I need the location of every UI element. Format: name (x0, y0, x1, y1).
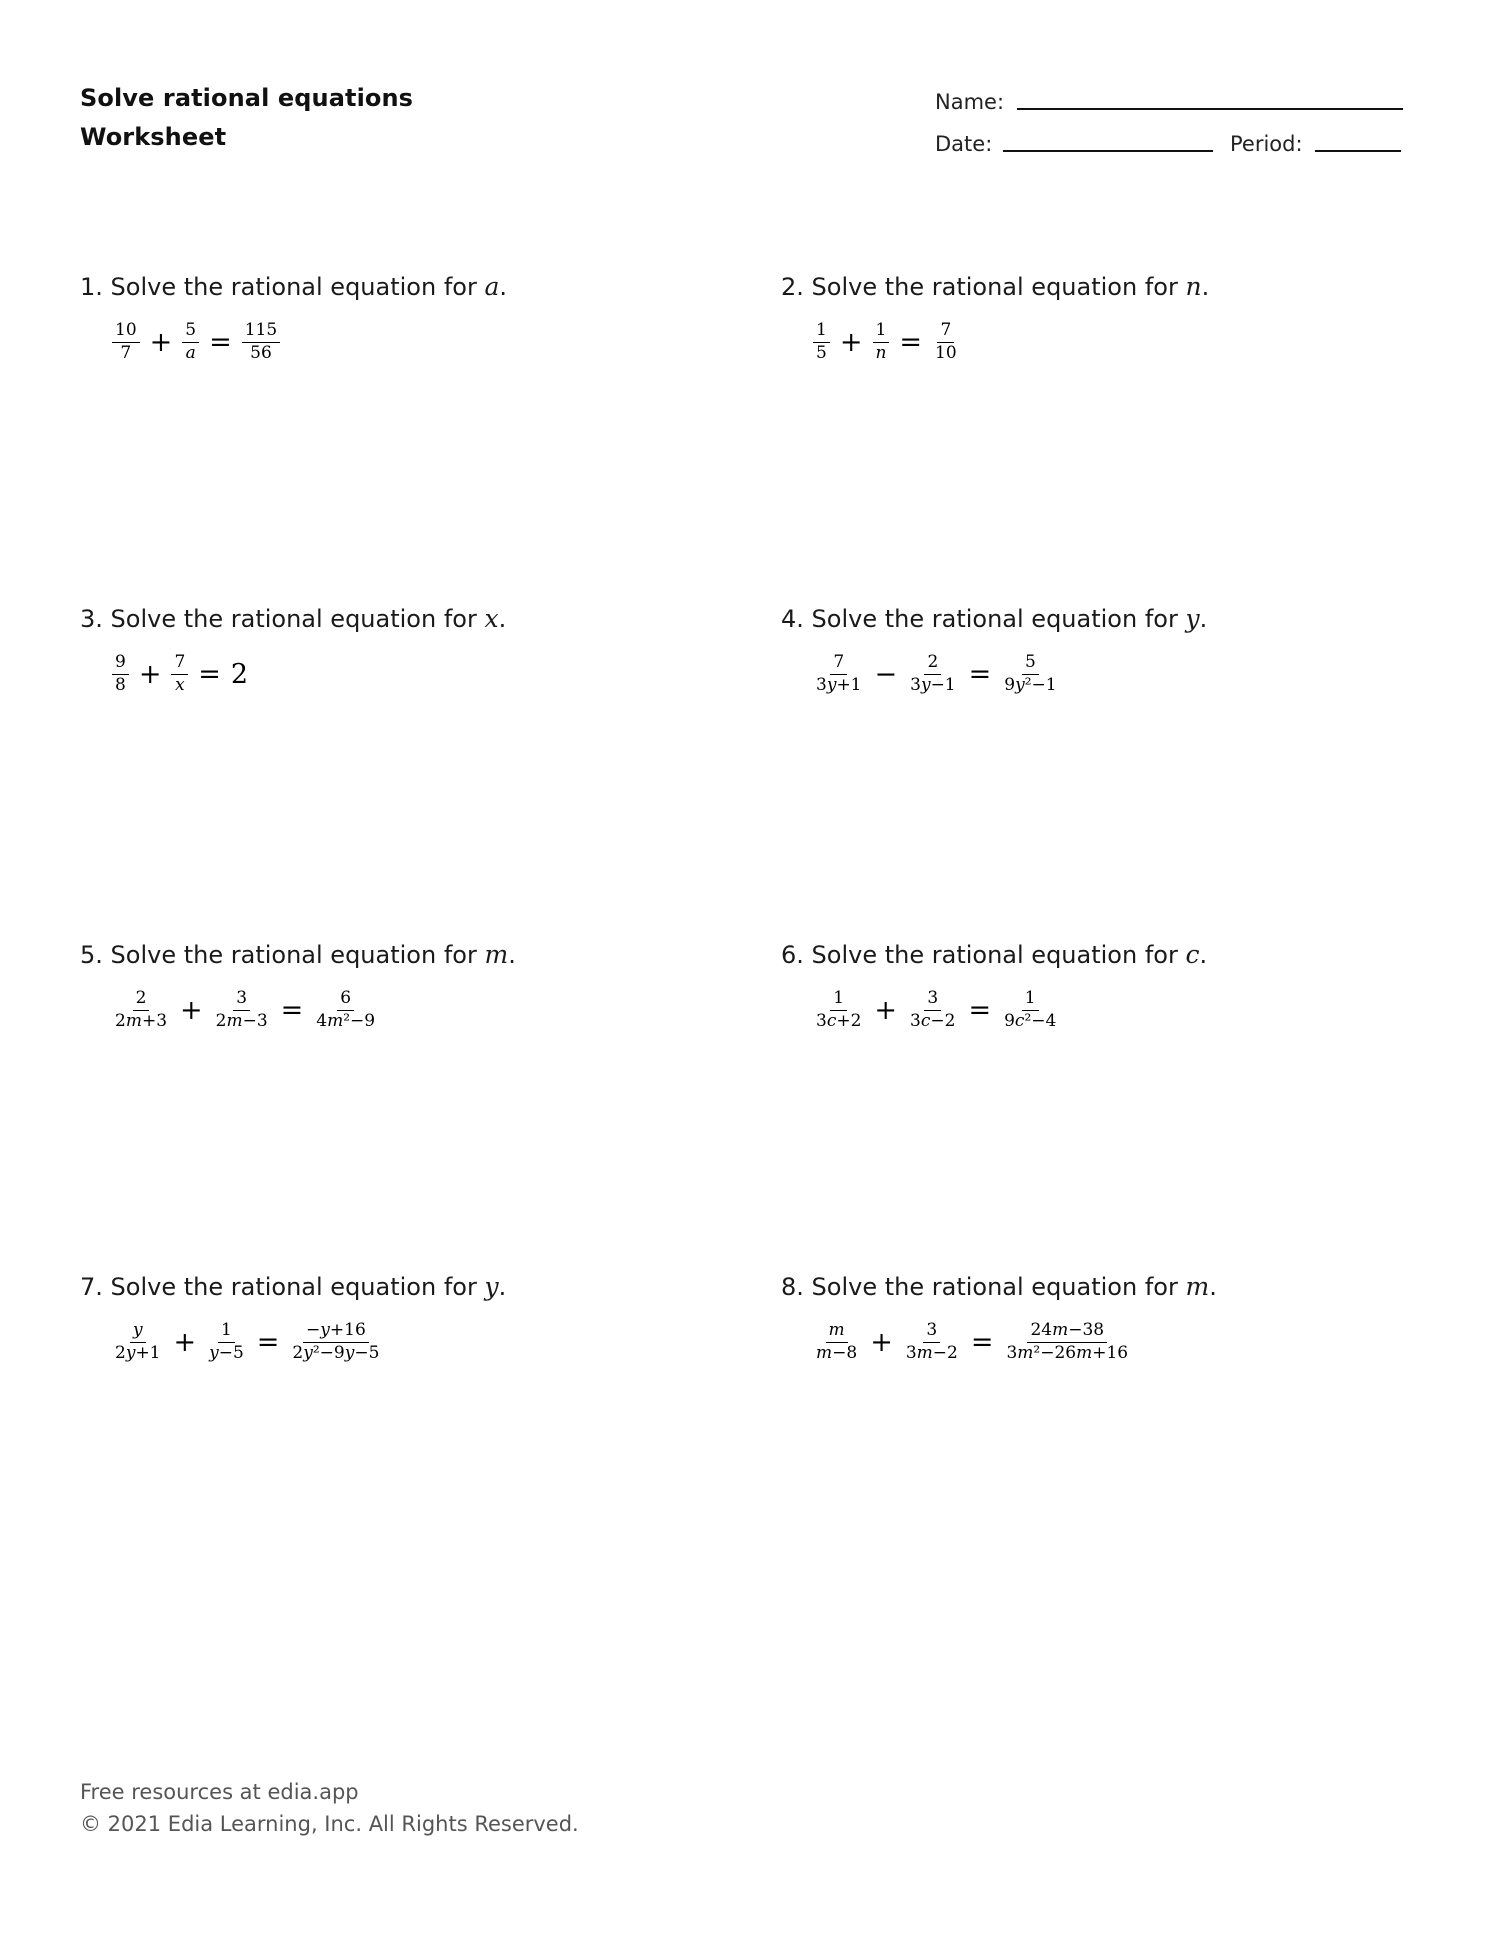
date-field[interactable] (1003, 150, 1213, 152)
numerator: 115 (242, 321, 280, 343)
fraction (932, 321, 960, 363)
problem-prompt: 2. Solve the rational equation for n. (781, 272, 1210, 301)
denominator: 2m+3 (115, 1010, 168, 1031)
problem-instruction: Solve the rational equation for (110, 1273, 477, 1301)
problem-prompt: 8. Solve the rational equation for m. (781, 1272, 1217, 1301)
denominator: 2y²−9y−5 (292, 1342, 380, 1363)
denominator: 4m²−9 (316, 1010, 376, 1031)
numerator: 3 (923, 1321, 940, 1343)
denominator: 3m²−26m+16 (1006, 1342, 1129, 1363)
numerator: 9 (112, 653, 129, 675)
problem-number: 6. (781, 941, 804, 969)
denominator: 9y²−1 (1004, 674, 1057, 695)
problem-prompt: 1. Solve the rational equation for a. (80, 272, 508, 301)
equals-sign: = (280, 994, 304, 1026)
equation (112, 653, 720, 695)
numerator: 7 (830, 653, 847, 675)
period-field[interactable] (1315, 150, 1401, 152)
name-field[interactable] (1017, 108, 1403, 110)
problem-prompt: 7. Solve the rational equation for y. (80, 1272, 507, 1301)
equation (112, 1321, 720, 1363)
numerator: 7 (937, 321, 954, 343)
fraction (813, 989, 864, 1031)
equals-sign: = (968, 994, 992, 1026)
equation (813, 1321, 1421, 1363)
problem-prompt: 4. Solve the rational equation for y. (781, 604, 1208, 633)
numerator: 10 (112, 321, 140, 343)
numerator: 2 (133, 989, 150, 1011)
fraction (213, 989, 271, 1031)
fraction (1003, 1321, 1131, 1363)
numerator: 7 (171, 653, 188, 675)
problem-variable: c (1185, 940, 1200, 969)
problem-prompt: 3. Solve the rational equation for x. (80, 604, 507, 633)
equals-sign: = (256, 1326, 280, 1358)
fraction (872, 321, 889, 363)
numerator: 1 (830, 989, 847, 1011)
operator: + (870, 1326, 893, 1358)
problem-variable: m (1185, 1272, 1210, 1301)
equation (813, 989, 1421, 1031)
problem-2 (781, 272, 1421, 363)
fraction (813, 321, 830, 363)
problem-5 (80, 940, 720, 1031)
equation (112, 321, 720, 363)
fraction (907, 989, 958, 1031)
problem-7 (80, 1272, 720, 1363)
denominator: y−5 (209, 1342, 244, 1363)
problem-1 (80, 272, 720, 363)
numerator: 1 (1022, 989, 1039, 1011)
fraction (112, 321, 140, 363)
problem-6 (781, 940, 1421, 1031)
problem-variable: a (484, 272, 500, 301)
worksheet-title: Solve rational equations (80, 84, 414, 112)
denominator: 2y+1 (115, 1342, 161, 1363)
operator: + (874, 994, 898, 1026)
operator: + (149, 326, 173, 358)
numerator: 3 (924, 989, 941, 1011)
problem-instruction: Solve the rational equation for (811, 605, 1178, 633)
fraction (813, 1321, 860, 1363)
fraction (112, 989, 170, 1031)
equals-sign: = (209, 326, 232, 358)
problem-instruction: Solve the rational equation for (110, 941, 477, 969)
problem-variable: y (1185, 604, 1200, 633)
problem-number: 3. (80, 605, 103, 633)
fraction (313, 989, 378, 1031)
problem-instruction: Solve the rational equation for (811, 273, 1178, 301)
footer-resources: Free resources at edia.app (80, 1780, 359, 1804)
denominator: n (875, 342, 887, 363)
problem-number: 1. (80, 273, 103, 301)
numerator: 1 (218, 1321, 235, 1343)
numerator: 5 (1022, 653, 1039, 675)
equals-sign: = (899, 326, 923, 358)
numerator: 2 (924, 653, 941, 675)
numerator: 6 (337, 989, 354, 1011)
operator: + (839, 326, 863, 358)
worksheet-subtitle: Worksheet (80, 123, 227, 151)
denominator: m−8 (816, 1342, 858, 1363)
fraction (903, 1321, 961, 1363)
operator: − (874, 658, 898, 690)
denominator: 3y+1 (816, 674, 862, 695)
problem-instruction: Solve the rational equation for (110, 273, 477, 301)
fraction (242, 321, 280, 363)
fraction (289, 1321, 382, 1363)
problem-number: 2. (781, 273, 804, 301)
problem-prompt: 5. Solve the rational equation for m. (80, 940, 516, 969)
denominator: 3y−1 (910, 674, 956, 695)
problem-prompt: 6. Solve the rational equation for c. (781, 940, 1208, 969)
fraction (112, 1321, 164, 1363)
problem-number: 8. (781, 1273, 804, 1301)
denominator: 8 (115, 674, 126, 695)
problem-instruction: Solve the rational equation for (811, 941, 1178, 969)
numerator: 3 (233, 989, 250, 1011)
period-label: Period: (1230, 132, 1303, 156)
whole-number: 2 (230, 658, 249, 690)
problem-variable: x (484, 604, 499, 633)
operator: + (173, 1326, 197, 1358)
problem-number: 7. (80, 1273, 103, 1301)
problem-instruction: Solve the rational equation for (811, 1273, 1178, 1301)
fraction (206, 1321, 247, 1363)
fraction (171, 653, 188, 695)
problem-number: 4. (781, 605, 804, 633)
operator: + (180, 994, 203, 1026)
fraction (182, 321, 199, 363)
numerator: 5 (182, 321, 199, 343)
denominator: 5 (816, 342, 827, 363)
problem-number: 5. (80, 941, 103, 969)
denominator: 3m−2 (905, 1342, 958, 1363)
equals-sign: = (968, 658, 992, 690)
name-label: Name: (935, 90, 1005, 114)
problem-variable: m (484, 940, 509, 969)
denominator: 9c²−4 (1004, 1010, 1057, 1031)
denominator: 2m−3 (215, 1010, 268, 1031)
equation (813, 653, 1421, 695)
denominator: 3c−2 (910, 1010, 956, 1031)
problem-instruction: Solve the rational equation for (110, 605, 477, 633)
numerator: 1 (873, 321, 890, 343)
fraction (1001, 989, 1059, 1031)
denominator: 7 (120, 342, 132, 363)
problem-3 (80, 604, 720, 695)
denominator: 3c+2 (816, 1010, 862, 1031)
fraction (907, 653, 959, 695)
date-label: Date: (935, 132, 993, 156)
numerator: 1 (813, 321, 830, 343)
fraction (813, 653, 865, 695)
fraction (112, 653, 129, 695)
numerator: m (826, 1321, 848, 1343)
problem-variable: y (484, 1272, 499, 1301)
problem-8 (781, 1272, 1421, 1363)
problem-variable: n (1185, 272, 1202, 301)
fraction (1001, 653, 1059, 695)
equation (112, 989, 720, 1031)
footer-copyright: © 2021 Edia Learning, Inc. All Rights Reserved. (80, 1812, 579, 1836)
operator: + (138, 658, 162, 690)
equation (813, 321, 1421, 363)
numerator: y (130, 1321, 146, 1343)
equals-sign: = (198, 658, 221, 690)
equals-sign: = (970, 1326, 994, 1358)
denominator: 10 (935, 342, 957, 363)
denominator: 56 (250, 342, 272, 363)
numerator: 24m−38 (1027, 1321, 1107, 1343)
denominator: x (175, 674, 185, 695)
problem-4 (781, 604, 1421, 695)
numerator: −y+16 (303, 1321, 369, 1343)
denominator: a (185, 342, 196, 363)
